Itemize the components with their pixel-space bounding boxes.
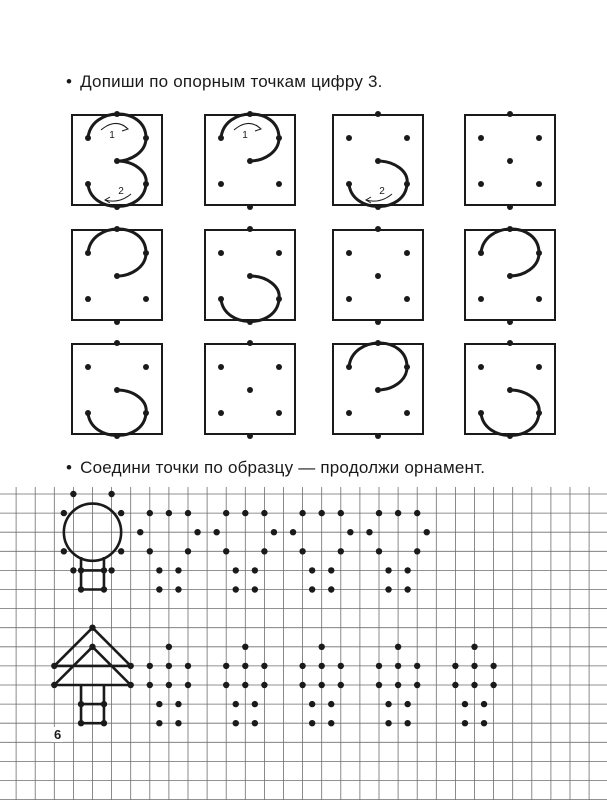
hint-number: 2 <box>118 186 124 197</box>
ornament-dot <box>61 510 67 516</box>
ornament-dot <box>471 682 477 688</box>
ornament-dot <box>376 682 382 688</box>
reference-dot <box>218 364 224 370</box>
reference-dot <box>507 387 513 393</box>
digit-box <box>464 343 556 435</box>
reference-dot <box>143 135 149 141</box>
reference-dot <box>143 250 149 256</box>
ornament-dot <box>299 682 305 688</box>
ornament-dot <box>404 720 410 726</box>
task-2-text: Соедини точки по образцу — продолжи орнамент. <box>80 458 486 477</box>
reference-dot <box>478 135 484 141</box>
ornament-dot <box>147 548 153 554</box>
ornament-dot <box>156 586 162 592</box>
ornament-dot <box>481 701 487 707</box>
reference-dot <box>276 250 282 256</box>
ornament-dot <box>108 567 114 573</box>
ornament-dot <box>328 567 334 573</box>
ornament-dot <box>490 663 496 669</box>
ornament-dot <box>175 567 181 573</box>
ornament-dot <box>223 682 229 688</box>
reference-dot <box>114 111 120 117</box>
digit-box <box>332 114 424 206</box>
reference-dot <box>404 250 410 256</box>
task-1-text: Допиши по опорным точкам цифру 3. <box>80 72 383 91</box>
digit-box <box>464 229 556 321</box>
ornament-dot <box>385 701 391 707</box>
ornament-dot <box>319 682 325 688</box>
ornament-dot <box>233 701 239 707</box>
reference-dot <box>114 387 120 393</box>
digit-stroke <box>221 276 279 322</box>
ornament-dot <box>137 529 143 535</box>
ornament-dot <box>452 682 458 688</box>
reference-dot <box>375 340 381 346</box>
reference-dot <box>247 319 253 325</box>
digit-box-drawing <box>69 112 165 208</box>
ornament-dot <box>101 701 107 707</box>
ornament-dot <box>233 586 239 592</box>
ornament-dot <box>338 663 344 669</box>
ornament-dot <box>471 663 477 669</box>
reference-dot <box>346 296 352 302</box>
reference-dot <box>276 181 282 187</box>
ornament-dot <box>309 720 315 726</box>
reference-dot <box>85 135 91 141</box>
digit-stroke <box>349 161 407 207</box>
reference-dot <box>478 410 484 416</box>
reference-dot <box>346 410 352 416</box>
reference-dot <box>247 387 253 393</box>
reference-dot <box>507 111 513 117</box>
reference-dot <box>536 364 542 370</box>
reference-dot <box>85 181 91 187</box>
ornament-dot <box>242 510 248 516</box>
reference-dot <box>114 340 120 346</box>
hint-arrow-head <box>366 197 371 203</box>
digit-box-drawing <box>202 112 298 208</box>
ornament-dot <box>118 548 124 554</box>
reference-dot <box>218 250 224 256</box>
reference-dot <box>247 204 253 210</box>
digit-box <box>332 229 424 321</box>
reference-dot <box>375 111 381 117</box>
ornament-dot <box>309 701 315 707</box>
ornament-dot <box>414 510 420 516</box>
ornament-dot <box>147 682 153 688</box>
digit-box-drawing <box>69 227 165 323</box>
hint-number: 1 <box>242 130 248 141</box>
digit-box-drawing <box>462 227 558 323</box>
ornament-dot <box>252 586 258 592</box>
ornament-dot <box>185 682 191 688</box>
ornament-dot <box>376 510 382 516</box>
reference-dot <box>218 410 224 416</box>
ornament-dot <box>261 548 267 554</box>
ornament-dot <box>233 567 239 573</box>
digit-stroke <box>221 114 279 161</box>
ornament-dot <box>175 720 181 726</box>
digit-stroke <box>481 390 539 436</box>
reference-dot <box>536 181 542 187</box>
reference-dot <box>276 364 282 370</box>
ornament-dot <box>242 644 248 650</box>
ornament-dot <box>89 625 95 631</box>
reference-dot <box>404 296 410 302</box>
reference-dot <box>276 296 282 302</box>
ornament-dot <box>101 720 107 726</box>
reference-dot <box>276 135 282 141</box>
ornament-dot <box>194 529 200 535</box>
ornament-dot <box>319 663 325 669</box>
ornament-dot <box>242 682 248 688</box>
reference-dot <box>375 158 381 164</box>
ornament-dot <box>101 586 107 592</box>
digit-box <box>71 114 163 206</box>
ornament-dot <box>252 701 258 707</box>
reference-dot <box>114 158 120 164</box>
digit-box-drawing <box>330 341 426 437</box>
reference-dot <box>85 410 91 416</box>
ornament-dot <box>147 663 153 669</box>
reference-dot <box>507 319 513 325</box>
ornament-dot <box>118 510 124 516</box>
reference-dot <box>346 364 352 370</box>
ornament-dot <box>481 720 487 726</box>
ornament-dot <box>414 663 420 669</box>
ornament-dot <box>213 529 219 535</box>
ornament-dot <box>223 548 229 554</box>
reference-dot <box>507 340 513 346</box>
digit-box <box>332 343 424 435</box>
ornament-dot <box>376 663 382 669</box>
digit-stroke <box>88 390 146 436</box>
ornament-dot <box>395 644 401 650</box>
digit-box <box>71 343 163 435</box>
ornament-dot <box>290 529 296 535</box>
ornament-dot <box>328 701 334 707</box>
reference-dot <box>114 273 120 279</box>
ornament-dot <box>271 529 277 535</box>
ornament-dot <box>414 548 420 554</box>
ornament-dot <box>376 548 382 554</box>
reference-dot <box>404 410 410 416</box>
ornament-dot <box>185 663 191 669</box>
ornament-dot <box>185 510 191 516</box>
ornament-dot <box>462 701 468 707</box>
digit-box-drawing <box>202 227 298 323</box>
digit-stroke <box>88 229 146 276</box>
ornament-dot <box>61 548 67 554</box>
ornament-dot <box>156 720 162 726</box>
digit-box-drawing <box>462 112 558 208</box>
ornament-dot <box>261 510 267 516</box>
reference-dot <box>247 226 253 232</box>
reference-dot <box>536 250 542 256</box>
ornament-dot <box>309 567 315 573</box>
digit-box-drawing <box>330 227 426 323</box>
task-2-instruction <box>66 458 485 478</box>
reference-dot <box>276 410 282 416</box>
ornament-dot <box>328 720 334 726</box>
ornament-dot <box>70 491 76 497</box>
digit-box <box>204 343 296 435</box>
reference-dot <box>375 319 381 325</box>
reference-dot <box>346 181 352 187</box>
reference-dot <box>218 135 224 141</box>
reference-dot <box>346 250 352 256</box>
ornament-dot <box>299 663 305 669</box>
ornament-dot <box>233 720 239 726</box>
reference-dot <box>114 433 120 439</box>
ornament-dot <box>414 682 420 688</box>
reference-dot <box>247 340 253 346</box>
reference-dot <box>507 158 513 164</box>
ornament-dot <box>338 548 344 554</box>
ornament-dot <box>424 529 430 535</box>
ornament-dot <box>51 663 57 669</box>
ornament-dot <box>156 567 162 573</box>
reference-dot <box>507 226 513 232</box>
digit-stroke <box>481 229 539 276</box>
reference-dot <box>478 250 484 256</box>
reference-dot <box>375 226 381 232</box>
ornament-dot <box>328 586 334 592</box>
hint-number: 2 <box>379 186 385 197</box>
reference-dot <box>507 204 513 210</box>
reference-dot <box>375 433 381 439</box>
ornament-dot <box>385 567 391 573</box>
ornament-dot <box>338 510 344 516</box>
reference-dot <box>143 364 149 370</box>
reference-dot <box>247 433 253 439</box>
ornament-dot <box>242 663 248 669</box>
ornament-grid <box>0 487 607 800</box>
ornament-dot <box>175 701 181 707</box>
digit-box-drawing <box>462 341 558 437</box>
ornament-dot <box>185 548 191 554</box>
reference-dot <box>507 433 513 439</box>
ornament-dot <box>166 644 172 650</box>
digit-stroke <box>88 161 146 207</box>
reference-dot <box>536 296 542 302</box>
ornament-grid-canvas <box>0 487 607 800</box>
bullet: • <box>66 72 73 91</box>
reference-dot <box>114 226 120 232</box>
page-number: 6 <box>54 727 62 742</box>
digit-box <box>204 229 296 321</box>
digit-stroke <box>88 114 146 161</box>
reference-dot <box>404 181 410 187</box>
ornament-dot <box>166 510 172 516</box>
reference-dot <box>218 181 224 187</box>
reference-dot <box>143 410 149 416</box>
ornament-dot <box>452 663 458 669</box>
ornament-dot <box>490 682 496 688</box>
reference-dot <box>143 296 149 302</box>
hint-number: 1 <box>109 130 115 141</box>
ornament-dot <box>128 663 134 669</box>
ornament-dot <box>223 510 229 516</box>
ornament-dot <box>404 701 410 707</box>
ornament-dot <box>395 663 401 669</box>
reference-dot <box>85 364 91 370</box>
ornament-dot <box>385 586 391 592</box>
digit-box <box>71 229 163 321</box>
reference-dot <box>85 296 91 302</box>
ornament-dot <box>319 510 325 516</box>
ornament-dot <box>404 586 410 592</box>
reference-dot <box>404 364 410 370</box>
ornament-dot <box>156 701 162 707</box>
ornament-dot <box>101 567 107 573</box>
reference-dot <box>536 410 542 416</box>
ornament-dot <box>78 720 84 726</box>
ornament-dot <box>78 567 84 573</box>
ornament-dot <box>261 663 267 669</box>
digit-stroke <box>349 343 407 390</box>
reference-dot <box>247 158 253 164</box>
ornament-dot <box>175 586 181 592</box>
reference-dot <box>375 387 381 393</box>
ornament-dot <box>462 720 468 726</box>
reference-dot <box>375 273 381 279</box>
reference-dot <box>478 364 484 370</box>
ornament-dot <box>299 548 305 554</box>
ornament-dot <box>338 682 344 688</box>
ornament-dot <box>223 663 229 669</box>
ornament-dot <box>347 529 353 535</box>
ornament-dot <box>309 586 315 592</box>
reference-dot <box>375 204 381 210</box>
ornament-dot <box>51 682 57 688</box>
ornament-dot <box>89 644 95 650</box>
reference-dot <box>247 111 253 117</box>
ornament-dot <box>319 644 325 650</box>
ornament-dot <box>395 682 401 688</box>
reference-dot <box>478 296 484 302</box>
ornament-dot <box>166 682 172 688</box>
ornament-dot <box>78 701 84 707</box>
hint-arrow-head <box>105 197 110 203</box>
reference-dot <box>507 273 513 279</box>
reference-dot <box>114 204 120 210</box>
reference-dot <box>143 181 149 187</box>
digit-box-drawing <box>202 341 298 437</box>
digit-box <box>204 114 296 206</box>
reference-dot <box>536 135 542 141</box>
ornament-dot <box>471 644 477 650</box>
ornament-dot <box>70 567 76 573</box>
reference-dot <box>85 250 91 256</box>
digit-box <box>464 114 556 206</box>
ornament-dot <box>261 682 267 688</box>
ornament-dot <box>385 720 391 726</box>
reference-dot <box>247 273 253 279</box>
reference-dot <box>114 319 120 325</box>
ornament-dot <box>147 510 153 516</box>
bullet: • <box>66 458 73 477</box>
ornament-dot <box>404 567 410 573</box>
reference-dot <box>346 135 352 141</box>
task-1-instruction <box>66 72 383 92</box>
digit-box-drawing <box>69 341 165 437</box>
ornament-dot <box>252 720 258 726</box>
ornament-dot <box>108 491 114 497</box>
ornament-dot <box>166 663 172 669</box>
ornament-dot <box>366 529 372 535</box>
reference-dot <box>404 135 410 141</box>
ornament-dot <box>395 510 401 516</box>
ornament-dot <box>299 510 305 516</box>
ornament-dot <box>128 682 134 688</box>
digit-box-drawing <box>330 112 426 208</box>
reference-dot <box>218 296 224 302</box>
reference-dot <box>478 181 484 187</box>
ornament-dot <box>78 586 84 592</box>
ornament-dot <box>252 567 258 573</box>
